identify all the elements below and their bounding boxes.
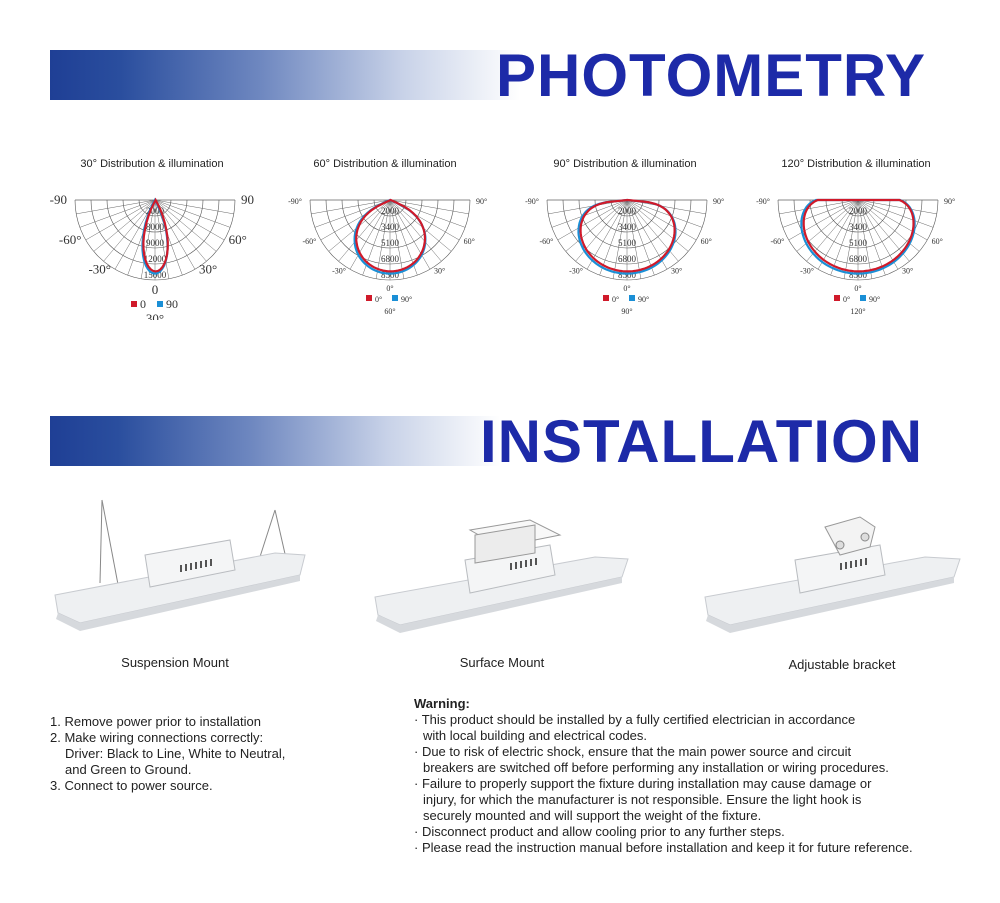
warning-line: · Due to risk of electric shock, ensure that the main power source and circuit [414, 744, 852, 759]
ring-label: 2000 [849, 206, 867, 217]
legend-label-90: 90° [869, 295, 881, 304]
ring-label: 2000 [381, 206, 399, 217]
chart-footer-label: 30° [145, 311, 165, 320]
installation-banner-bar [50, 416, 500, 466]
polar-chart-120 [743, 180, 973, 320]
angle-label-bottom: 0° [854, 284, 862, 293]
step-item: 3. Connect to power source. [50, 778, 213, 793]
angle-label: 60° [931, 237, 943, 246]
ring-label: 15000 [143, 270, 167, 281]
warning-line: · Please read the instruction manual before installation and keep it for future reference. [414, 840, 913, 855]
angle-label: -30° [88, 261, 111, 277]
angle-label: 60° [228, 232, 247, 247]
legend-label-0: 0° [612, 295, 620, 304]
caption-surface-mount: Surface Mount [459, 655, 545, 670]
photometry-banner-bar [50, 50, 520, 100]
surface-mount-illustration [370, 515, 640, 650]
legend-swatch-90 [157, 301, 163, 307]
angle-label: -30° [332, 266, 346, 276]
warning-line: · This product should be installed by a fully certified electrician in accordance [414, 712, 856, 727]
legend-label-90: 90° [638, 295, 650, 304]
warning-line: securely mounted and will support the weight of the fixture. [423, 808, 762, 823]
angle-label-bottom: 0° [386, 284, 394, 293]
angle-label: -60° [302, 237, 317, 246]
angle-label-right: 90 [241, 192, 254, 207]
caption-adjustable-bracket: Adjustable bracket [788, 657, 896, 672]
warning-line: · Disconnect product and allow cooling prior to any further steps. [414, 824, 785, 839]
chart-footer-label: 90° [621, 307, 633, 316]
adjustable-bracket-illustration [700, 515, 975, 650]
chart-title-30: 30° Distribution & illumination [80, 158, 224, 170]
legend-swatch-0 [603, 295, 609, 301]
ring-label: 5100 [849, 238, 867, 249]
legend-label-90: 90° [401, 295, 413, 304]
chart-title-60: 60° Distribution & illumination [313, 158, 457, 170]
legend-label-0: 0 [140, 297, 146, 311]
ring-label: 2000 [146, 206, 164, 217]
angle-label: 60° [463, 237, 475, 246]
ring-label: 8500 [618, 270, 636, 281]
polar-chart-30 [40, 180, 270, 320]
installation-steps [50, 714, 285, 794]
angle-label: -60° [58, 232, 82, 247]
installation-title: INSTALLATION [480, 408, 924, 475]
legend-swatch-90 [860, 295, 866, 301]
legend-swatch-0 [131, 301, 137, 307]
ring-label: 9000 [146, 238, 164, 249]
legend-swatch-0 [366, 295, 372, 301]
ring-label: 2000 [618, 206, 636, 217]
legend-label-90: 90 [166, 297, 178, 311]
ring-label: 5100 [618, 238, 636, 249]
ring-label: 8000 [146, 222, 164, 233]
legend-label-0: 0° [843, 295, 851, 304]
warning-line: breakers are switched off before performing any installation or wiring procedures. [423, 760, 889, 775]
chart-footer-label: 60° [384, 307, 396, 316]
suspension-mount-illustration [50, 495, 315, 645]
angle-label: -30° [569, 266, 583, 276]
ring-label: 6800 [849, 254, 867, 265]
angle-label: 30° [434, 266, 446, 276]
ring-label: 12000 [143, 254, 167, 265]
angle-label-left: -90° [288, 197, 302, 206]
angle-label-right: 90° [944, 197, 956, 206]
angle-label-left: -90° [525, 197, 539, 206]
angle-label-right: 90° [476, 197, 488, 206]
chart-title-120: 120° Distribution & illumination [781, 158, 931, 170]
legend-swatch-90 [392, 295, 398, 301]
warning-title: Warning: [414, 696, 470, 711]
warning-line: with local building and electrical codes. [423, 728, 648, 743]
angle-label-right: 90° [713, 197, 725, 206]
angle-label: 30° [199, 261, 218, 277]
legend-label-0: 0° [375, 295, 383, 304]
photometry-title: PHOTOMETRY [496, 42, 927, 109]
ring-label: 8500 [849, 270, 867, 281]
step-item: 1. Remove power prior to installation [50, 714, 261, 729]
ring-label: 3400 [618, 222, 636, 233]
legend-swatch-90 [629, 295, 635, 301]
caption-suspension-mount: Suspension Mount [121, 655, 229, 670]
angle-label: -60° [770, 237, 785, 246]
angle-label-left: -90° [756, 197, 770, 206]
ring-label: 6800 [618, 254, 636, 265]
ring-label: 3400 [381, 222, 399, 233]
warning-line: · Failure to properly support the fixture during installation may cause damage or [414, 776, 872, 791]
ring-label: 5100 [381, 238, 399, 249]
polar-chart-90 [512, 180, 742, 320]
step-item: Driver: Black to Line, White to Neutral, [65, 746, 286, 761]
ring-label: 6800 [381, 254, 399, 265]
angle-label: 60° [700, 237, 712, 246]
step-item: 2. Make wiring connections correctly: [50, 730, 264, 745]
chart-footer-label: 120° [850, 307, 866, 316]
angle-label-bottom: 0 [151, 282, 159, 297]
ring-label: 3400 [849, 222, 867, 233]
warning-line: injury, for which the manufacturer is not responsible. Ensure the light hook is [423, 792, 862, 807]
angle-label: 30° [902, 266, 914, 276]
angle-label: 30° [671, 266, 683, 276]
angle-label-left: -90 [49, 192, 67, 207]
legend-swatch-0 [834, 295, 840, 301]
angle-label: -60° [539, 237, 554, 246]
chart-title-90: 90° Distribution & illumination [553, 158, 697, 170]
warning-block [414, 696, 984, 856]
polar-chart-60 [275, 180, 505, 320]
ring-label: 8500 [381, 270, 399, 281]
angle-label: -30° [800, 266, 814, 276]
step-item: and Green to Ground. [65, 762, 192, 777]
angle-label-bottom: 0° [623, 284, 631, 293]
